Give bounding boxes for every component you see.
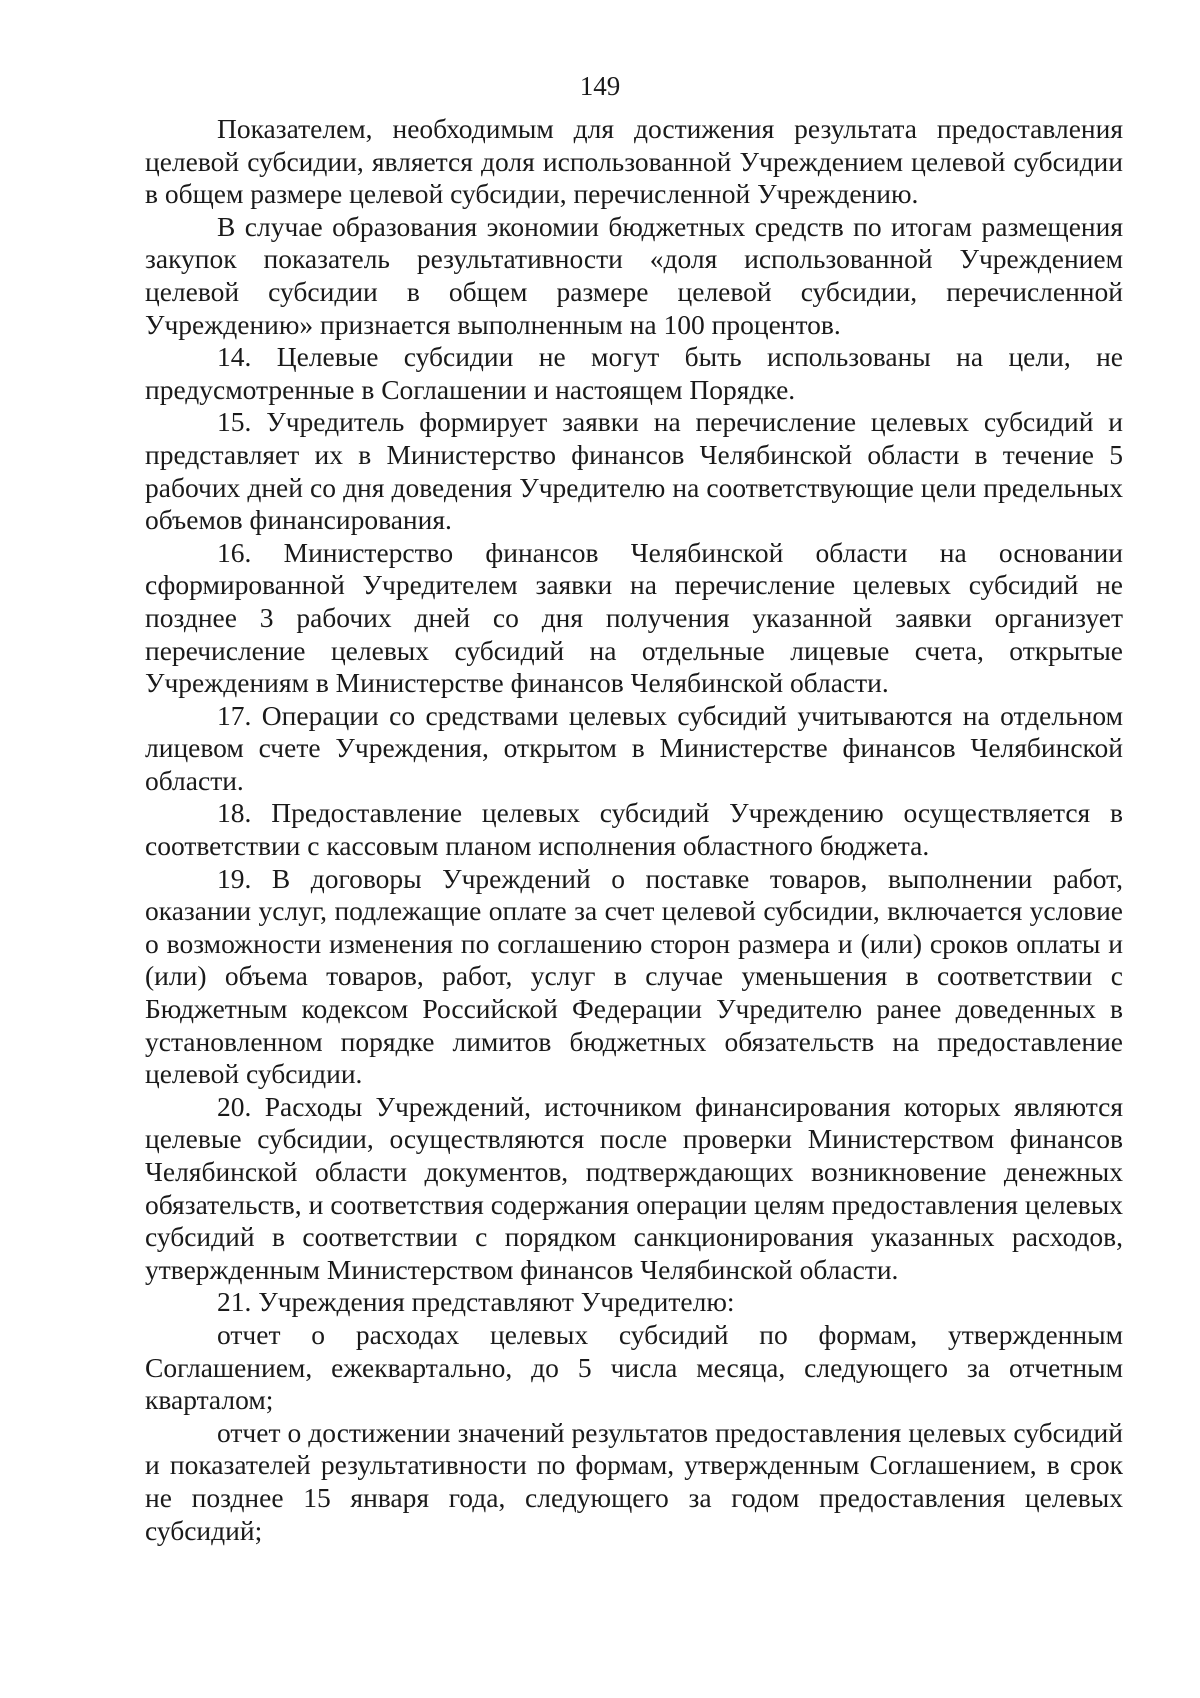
paragraph-indicator: Показателем, необходимым для достижения результата предоставления целевой субсидии, является доля использованной Учреждением целевой субсидии в общем размере целевой субсидии, перечисленной Учреждению. — [145, 113, 1123, 210]
paragraph-20: 20. Расходы Учреждений, источником финансирования которых являются целевые субсидии, осуществляются после проверки Министерством финансов Челябинской области документов, подтверждающих возникновение денежных обязательств, и соответствия содержания операции целям предоставления целевых субсидий в соответствии с порядком санкционирования указанных расходов, утвержденным Министерством финансов Челябинской области. — [145, 1090, 1123, 1285]
paragraph-19: 19. В договоры Учреждений о поставке товаров, выполнении работ, оказании услуг, подлежащие оплате за счет целевой субсидии, включается условие о возможности изменения по соглашению сторон размера и (или) сроков оплаты и (или) объема товаров, работ, услуг в случае уменьшения в соответствии с Бюджетным кодексом Российской Федерации Учредителю ранее доведенных в установленном порядке лимитов бюджетных обязательств на предоставление целевой субсидии. — [145, 862, 1123, 1090]
paragraph-16: 16. Министерство финансов Челябинской области на основании сформированной Учредителем заявки на перечисление целевых субсидий не позднее 3 рабочих дней со дня получения указанной заявки организует перечисление целевых субсидий на отдельные лицевые счета, открытые Учреждениям в Министерстве финансов Челябинской области. — [145, 536, 1123, 699]
paragraph-expense-report: отчет о расходах целевых субсидий по формам, утвержденным Соглашением, ежеквартально, до 5 числа месяца, следующего за отчетным кварталом; — [145, 1318, 1123, 1416]
paragraph-results-report: отчет о достижении значений результатов предоставления целевых субсидий и показателей результативности по формам, утвержденным Соглашением, в срок не позднее 15 января года, следующего за годом предоставления целевых субсидий; — [145, 1416, 1123, 1546]
paragraph-15: 15. Учредитель формирует заявки на перечисление целевых субсидий и представляет их в Министерство финансов Челябинской области в течение 5 рабочих дней со дня доведения Учредителю на соответствующие цели предельных объемов финансирования. — [145, 406, 1123, 536]
paragraph-21: 21. Учреждения представляют Учредителю: — [217, 1286, 735, 1318]
paragraph-economy: В случае образования экономии бюджетных средств по итогам размещения закупок показатель результативности «доля использованной Учреждением целевой субсидии в общем размере целевой субсидии, перечисленной Учреждению» признается выполненным на 100 процентов. — [145, 210, 1123, 340]
paragraph-17: 17. Операции со средствами целевых субсидий учитываются на отдельном лицевом счете Учреждения, открытом в Министерстве финансов Челябинской области. — [145, 699, 1123, 796]
page-number: 149 — [579, 71, 621, 101]
document-body — [145, 113, 1123, 1547]
paragraph-14: 14. Целевые субсидии не могут быть использованы на цели, не предусмотренные в Соглашении и настоящем Порядке. — [145, 341, 1123, 405]
paragraph-18: 18. Предоставление целевых субсидий Учреждению осуществляется в соответствии с кассовым планом исполнения областного бюджета. — [145, 797, 1123, 862]
